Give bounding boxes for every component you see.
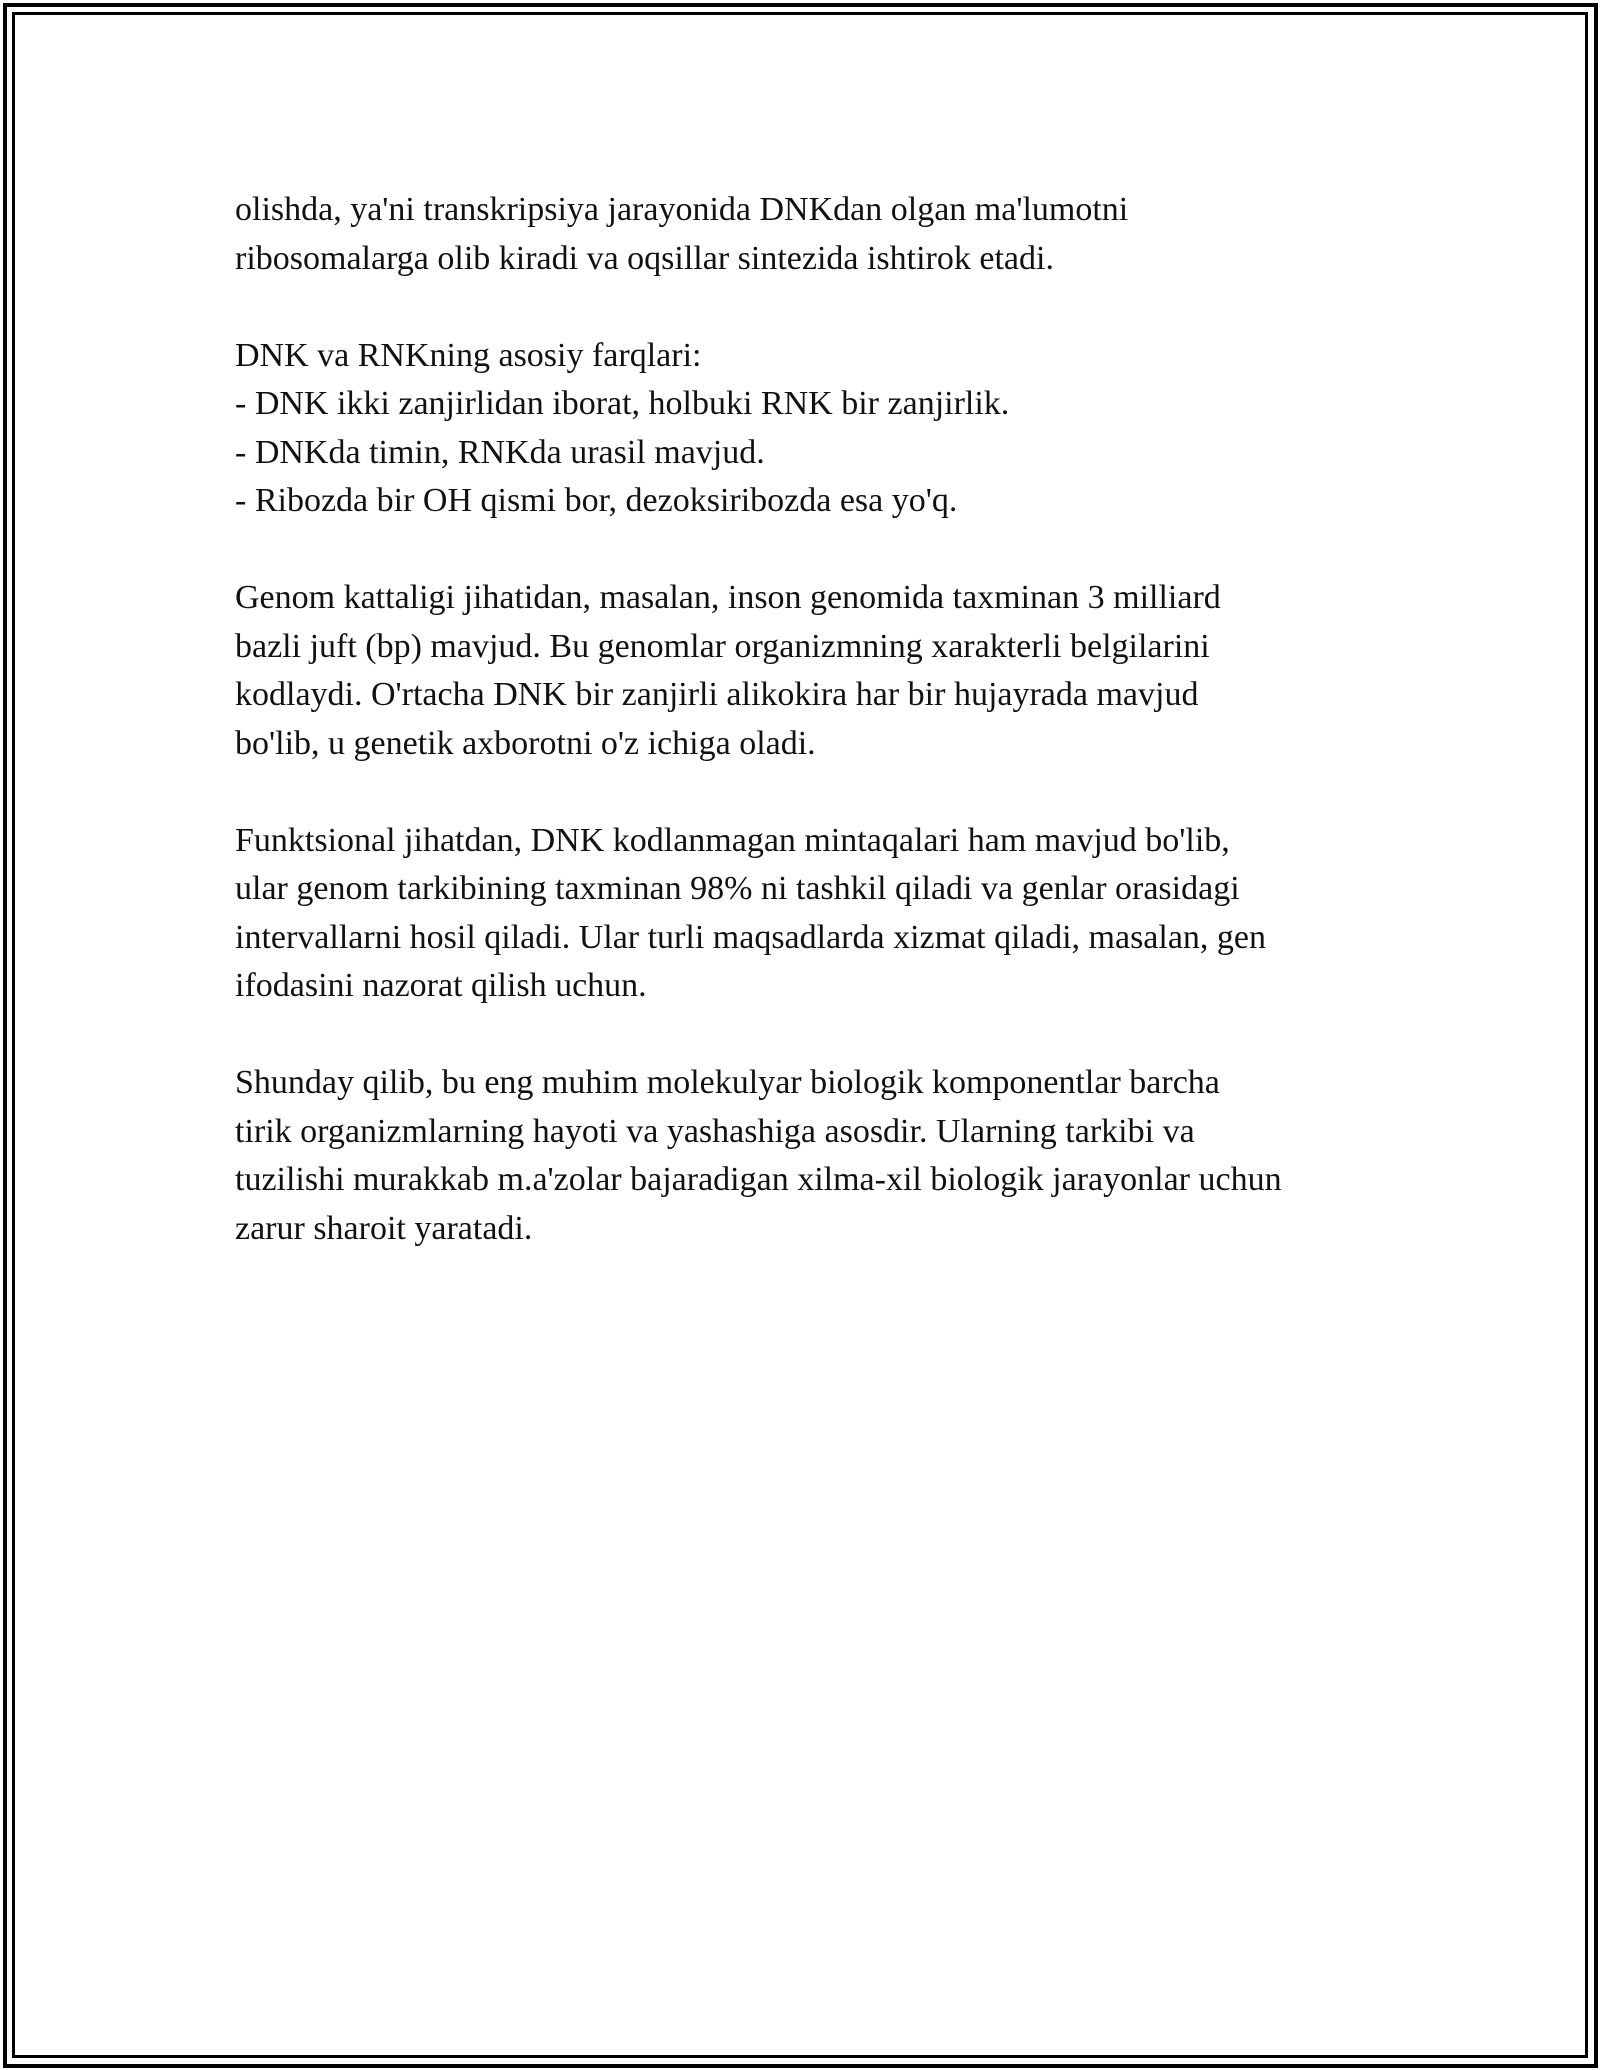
text-line: Funktsional jihatdan, DNK kodlanmagan mintaqalari ham mavjud bo'lib, — [235, 821, 1230, 859]
paragraph-dna-rna-differences — [235, 332, 1395, 526]
paragraph-genome-size — [235, 574, 1395, 768]
text-line: tirik organizmlarning hayoti va yashashiga asosdir. Ularning tarkibi va — [235, 1112, 1195, 1150]
text-line: intervallarni hosil qiladi. Ular turli maqsadlarda xizmat qiladi, masalan, gen — [235, 918, 1267, 956]
text-line: olishda, ya'ni transkripsiya jarayonida DNKdan olgan ma'lumotni — [235, 191, 1129, 228]
list-heading: DNK va RNKning asosiy farqlari: — [235, 336, 702, 374]
list-item: - DNKda timin, RNKda urasil mavjud. — [235, 433, 765, 471]
text-line: bazli juft (bp) mavjud. Bu genomlar organizmning xarakterli belgilarini — [235, 627, 1210, 665]
text-line: Genom kattaligi jihatidan, masalan, inson genomida taxminan 3 milliard — [235, 579, 1221, 616]
text-line: ular genom tarkibining taxminan 98% ni tashkil qiladi va genlar orasidagi — [235, 870, 1240, 907]
paragraph-conclusion — [235, 1059, 1395, 1253]
list-item: - Ribozda bir OH qismi bor, dezoksiribozda esa yo'q. — [235, 482, 958, 519]
text-line: Shunday qilib, bu eng muhim molekulyar biologik komponentlar barcha — [235, 1064, 1220, 1101]
text-line: ribosomalarga olib kiradi va oqsillar sintezida ishtirok etadi. — [235, 239, 1054, 277]
document-body — [235, 186, 1395, 1302]
list-item: - DNK ikki zanjirlidan iborat, holbuki RNK bir zanjirlik. — [235, 385, 1010, 422]
paragraph-noncoding-regions — [235, 817, 1395, 1011]
text-line: bo'lib, u genetik axborotni o'z ichiga oladi. — [235, 724, 816, 762]
text-line: tuzilishi murakkab m.a'zolar bajaradigan xilma-xil biologik jarayonlar uchun — [235, 1161, 1282, 1198]
paragraph-transcription — [235, 186, 1395, 283]
text-line: ifodasini nazorat qilish uchun. — [235, 967, 647, 1004]
text-line: zarur sharoit yaratadi. — [235, 1209, 533, 1247]
text-line: kodlaydi. O'rtacha DNK bir zanjirli alikokira har bir hujayrada mavjud — [235, 676, 1199, 713]
